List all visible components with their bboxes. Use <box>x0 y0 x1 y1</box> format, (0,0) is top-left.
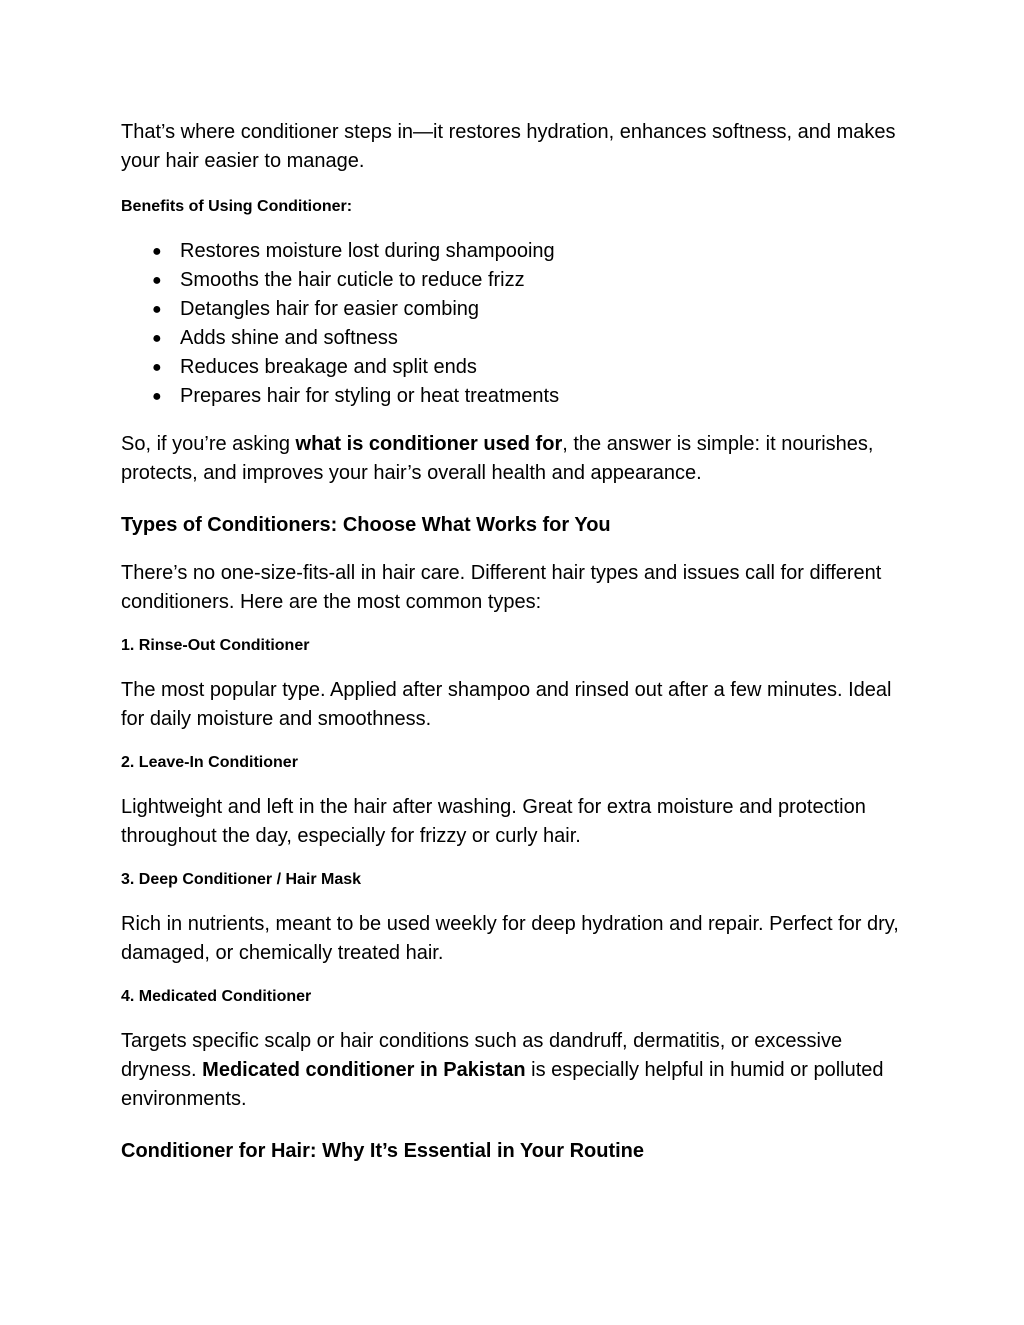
list-item-text: Detangles hair for easier combing <box>180 298 480 320</box>
summary-text-post: , the answer is simple: it nourishes, protects, and improves your hair’s overall health and appearance. <box>121 433 874 484</box>
essential-heading: Conditioner for Hair: Why It’s Essential in Your Routine <box>121 1140 644 1162</box>
bullet-icon: ● <box>152 243 162 260</box>
list-item <box>121 237 911 266</box>
medicated-heading: 4. Medicated Conditioner <box>121 988 312 1005</box>
list-item <box>121 295 911 324</box>
list-item-text: Smooths the hair cuticle to reduce frizz <box>180 269 525 291</box>
document-page <box>121 118 911 1164</box>
list-item <box>121 353 911 382</box>
rinse-out-paragraph: The most popular type. Applied after shampoo and rinsed out after a few minutes. Ideal for daily moisture and smoothness. <box>121 679 892 730</box>
intro-paragraph: That’s where conditioner steps in—it restores hydration, enhances softness, and makes your hair easier to manage. <box>121 121 896 172</box>
medicated-text-post: is especially helpful in humid or polluted environments. <box>121 1059 884 1110</box>
list-item-text: Adds shine and softness <box>180 327 398 349</box>
list-item-text: Restores moisture lost during shampooing <box>180 240 555 262</box>
summary-text-pre: So, if you’re asking <box>121 433 296 455</box>
bullet-icon: ● <box>152 388 162 405</box>
types-intro-paragraph: There’s no one-size-fits-all in hair care. Different hair types and issues call for different conditioners. Here are the most common types: <box>121 562 882 613</box>
summary-bold-keyword: what is conditioner used for <box>295 433 563 455</box>
leave-in-heading: 2. Leave-In Conditioner <box>121 754 298 771</box>
bullet-icon: ● <box>152 330 162 347</box>
deep-conditioner-heading: 3. Deep Conditioner / Hair Mask <box>121 871 362 888</box>
list-item <box>121 324 911 353</box>
medicated-bold-keyword: Medicated conditioner in Pakistan <box>202 1059 526 1081</box>
benefits-heading: Benefits of Using Conditioner: <box>121 198 353 215</box>
bullet-icon: ● <box>152 272 162 289</box>
summary-paragraph <box>121 430 911 488</box>
bullet-icon: ● <box>152 359 162 376</box>
medicated-paragraph <box>121 1027 911 1114</box>
list-item <box>121 382 911 411</box>
list-item-text: Reduces breakage and split ends <box>180 356 477 378</box>
bullet-icon: ● <box>152 301 162 318</box>
deep-conditioner-paragraph: Rich in nutrients, meant to be used weekly for deep hydration and repair. Perfect for dry, damaged, or chemically treated hair. <box>121 913 899 964</box>
benefits-list <box>121 237 911 411</box>
medicated-text-pre: Targets specific scalp or hair conditions such as dandruff, dermatitis, or excessive dryness. <box>121 1030 843 1081</box>
types-heading: Types of Conditioners: Choose What Works for You <box>121 514 611 536</box>
leave-in-paragraph: Lightweight and left in the hair after washing. Great for extra moisture and protection throughout the day, especially for frizzy or curly hair. <box>121 796 866 847</box>
rinse-out-heading: 1. Rinse-Out Conditioner <box>121 637 310 654</box>
list-item-text: Prepares hair for styling or heat treatments <box>180 385 560 407</box>
list-item <box>121 266 911 295</box>
